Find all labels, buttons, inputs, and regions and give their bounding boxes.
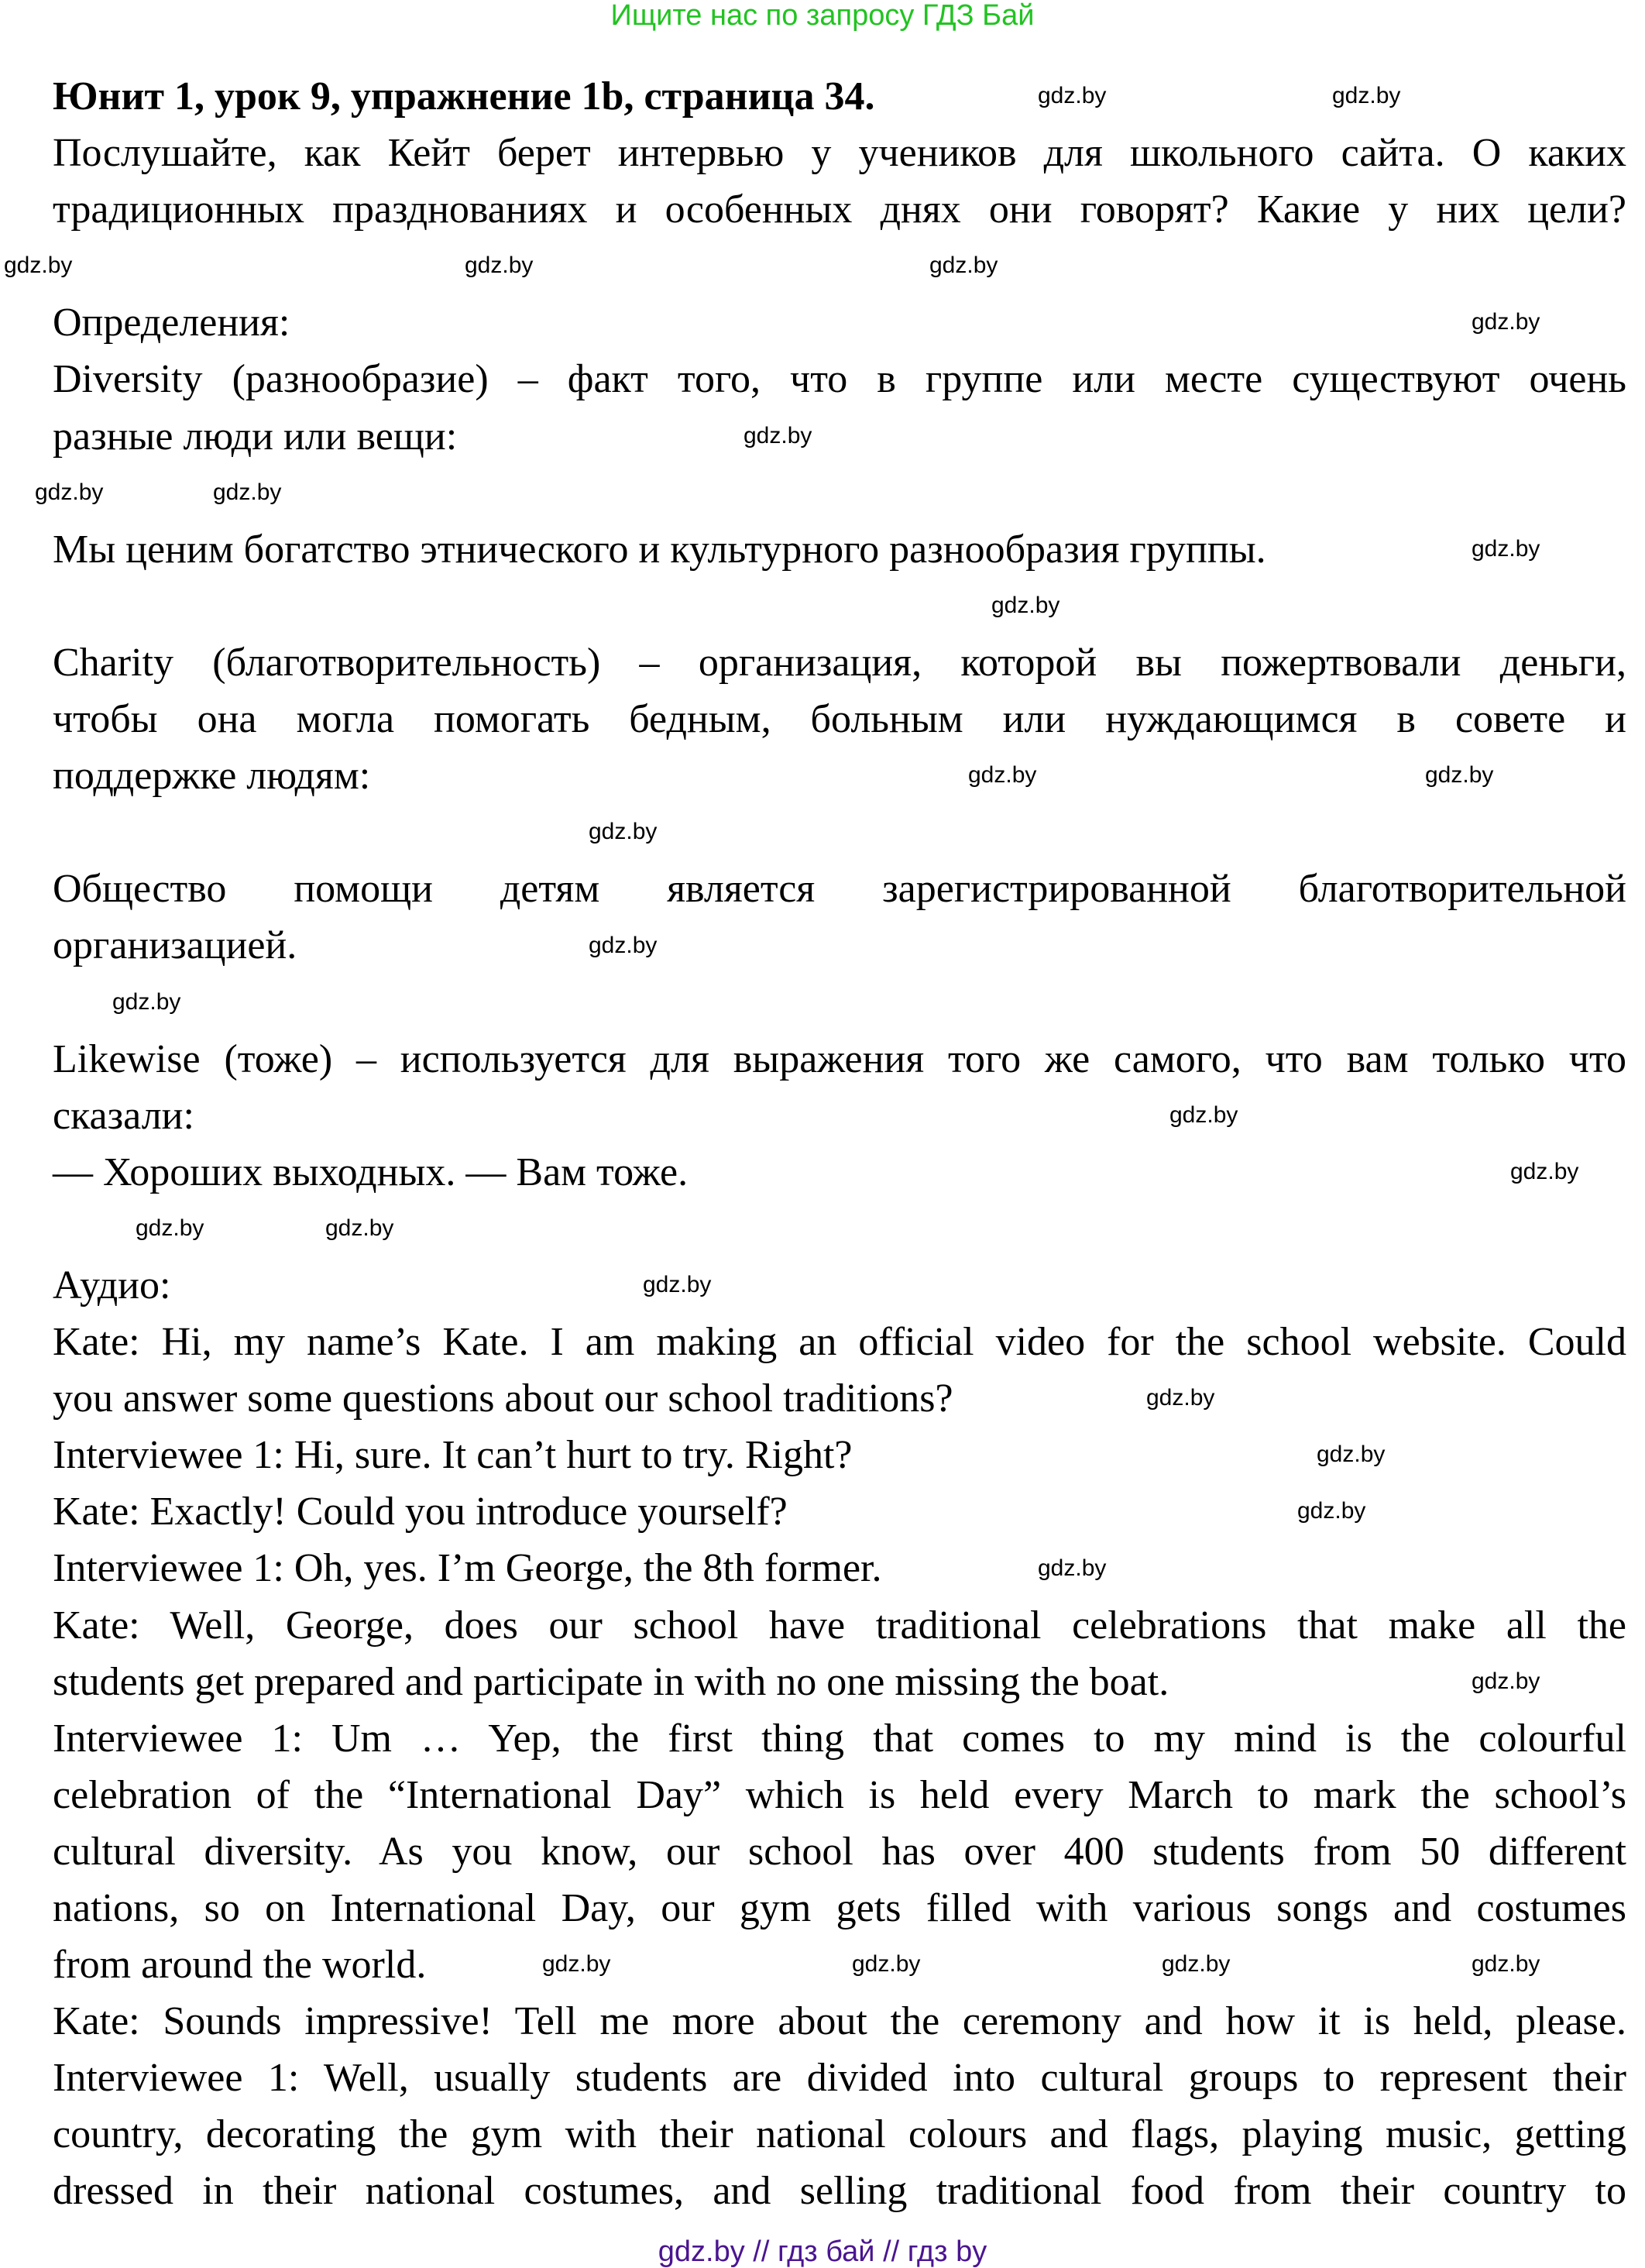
text-line: celebration of the “International Day” which is held every March to mark the school’s <box>53 1772 1626 1817</box>
text-line: чтобы она могла помогать бедным, больным или нуждающимся в совете и <box>53 697 1626 742</box>
watermark-text: gdz.by <box>991 593 1060 618</box>
watermark-text: gdz.by <box>1472 309 1540 335</box>
watermark-text: gdz.by <box>1425 762 1494 788</box>
text-line: Charity (благотворительность) – организация, которой вы пожертвовали деньги, <box>53 640 1626 685</box>
text-line: Мы ценим богатство этнического и культурного разнообразия группы. <box>53 527 1266 572</box>
watermark-text: gdz.by <box>112 989 181 1015</box>
watermark-text: gdz.by <box>35 479 104 505</box>
watermark-text: gdz.by <box>1169 1102 1238 1128</box>
watermark-text: gdz.by <box>1472 1668 1540 1694</box>
text-line: Общество помощи детям является зарегистрированной благотворительной <box>53 867 1626 912</box>
text-line: сказали: <box>53 1093 194 1138</box>
watermark-text: gdz.by <box>465 253 534 278</box>
watermark-text: gdz.by <box>1038 83 1107 108</box>
text-line: организацией. <box>53 923 297 968</box>
search-banner: Ищите нас по запросу ГДЗ Бай <box>610 0 1035 32</box>
watermark-text: gdz.by <box>744 423 812 448</box>
text-line: — Хороших выходных. — Вам тоже. <box>53 1149 689 1194</box>
watermark-text: gdz.by <box>4 253 73 278</box>
document-body <box>53 68 1626 2220</box>
text-line: dressed in their national costumes, and selling traditional food from their country to <box>53 2169 1626 2214</box>
watermark-text: gdz.by <box>1146 1385 1215 1411</box>
text-line: Послушайте, как Кейт берет интервью у учеников для школьного сайта. О каких <box>53 131 1626 176</box>
watermark-text: gdz.by <box>1472 536 1540 562</box>
text-line: Аудио: <box>53 1263 171 1308</box>
watermark-text: gdz.by <box>589 819 658 844</box>
watermark-text: gdz.by <box>542 1951 611 1977</box>
watermark-text: gdz.by <box>1317 1442 1386 1467</box>
text-line: разные люди или вещи: <box>53 414 458 459</box>
text-line: cultural diversity. As you know, our school has over 400 students from 50 different <box>53 1829 1626 1874</box>
text-line: Interviewee 1: Hi, sure. It can’t hurt to try. Right? <box>53 1433 853 1478</box>
watermark-text: gdz.by <box>968 762 1037 788</box>
watermark-text: gdz.by <box>852 1951 921 1977</box>
text-line: nations, so on International Day, our gym gets filled with various songs and costumes <box>53 1886 1626 1930</box>
text-line: Kate: Sounds impressive! Tell me more about the ceremony and how it is held, please. <box>53 1999 1626 2044</box>
text-line: Kate: Well, George, does our school have traditional celebrations that make all the <box>53 1603 1626 1648</box>
text-line: поддержке людям: <box>53 754 371 799</box>
text-line: country, decorating the gym with their national colours and flags, playing music, getting <box>53 2112 1626 2157</box>
text-line: Interviewee 1: Um … Yep, the first thing that comes to my mind is the colourful <box>53 1716 1626 1761</box>
footer-banner: gdz.by // гдз бай // гдз by <box>658 2235 987 2268</box>
text-line: Interviewee 1: Well, usually students are divided into cultural groups to represent their <box>53 2056 1626 2101</box>
text-line: Interviewee 1: Oh, yes. I’m George, the 8th former. <box>53 1546 882 1591</box>
text-line: students get prepared and participate in with no one missing the boat. <box>53 1659 1169 1704</box>
watermark-text: gdz.by <box>213 479 282 505</box>
text-line: Diversity (разнообразие) – факт того, что в группе или месте существуют очень <box>53 357 1626 402</box>
text-line: from around the world. <box>53 1943 427 1988</box>
text-line: Kate: Hi, my name’s Kate. I am making an official video for the school website. Could <box>53 1320 1626 1365</box>
watermark-text: gdz.by <box>589 933 658 958</box>
watermark-text: gdz.by <box>929 253 998 278</box>
watermark-text: gdz.by <box>1472 1951 1540 1977</box>
page-title: Юнит 1, урок 9, упражнение 1b, страница 34. <box>53 74 875 119</box>
text-line: you answer some questions about our school traditions? <box>53 1376 953 1421</box>
watermark-text: gdz.by <box>325 1215 394 1241</box>
text-line: традиционных празднованиях и особенных днях они говорят? Какие у них цели? <box>53 187 1626 232</box>
watermark-text: gdz.by <box>643 1272 712 1297</box>
watermark-text: gdz.by <box>1297 1498 1366 1524</box>
text-line: Kate: Exactly! Could you introduce yourself? <box>53 1490 788 1534</box>
watermark-text: gdz.by <box>136 1215 204 1241</box>
watermark-text: gdz.by <box>1332 83 1401 108</box>
text-line: Определения: <box>53 301 290 345</box>
watermark-text: gdz.by <box>1510 1159 1579 1184</box>
watermark-text: gdz.by <box>1038 1555 1107 1581</box>
watermark-text: gdz.by <box>1162 1951 1231 1977</box>
text-line: Likewise (тоже) – используется для выражения того же самого, что вам только что <box>53 1036 1626 1081</box>
